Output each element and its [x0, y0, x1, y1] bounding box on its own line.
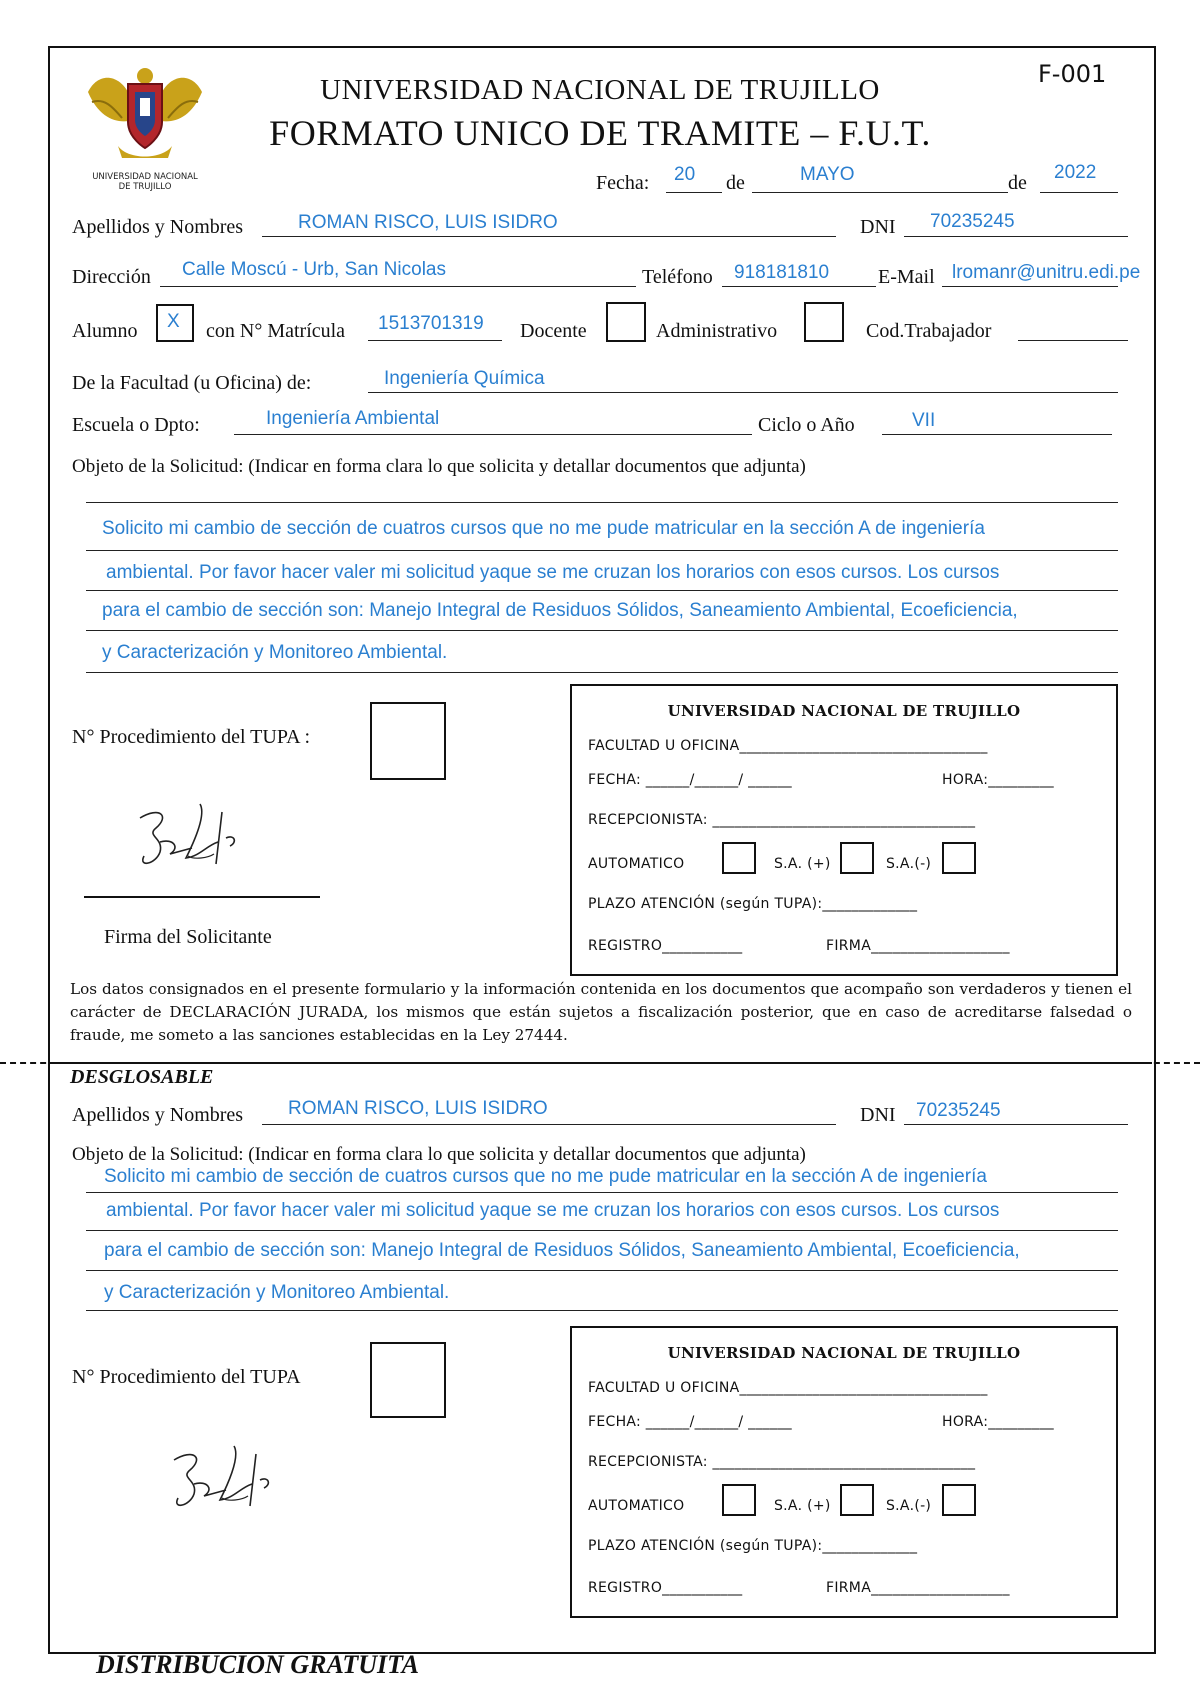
- recepcion-plazo[interactable]: PLAZO ATENCIÓN (según TUPA):_____________: [588, 896, 918, 912]
- desg-recepcion-facultad[interactable]: FACULTAD U OFICINA__________________________________: [588, 1380, 988, 1396]
- desg-tupa-label: N° Procedimiento del TUPA: [72, 1366, 301, 1388]
- desg-sa-plus-label: S.A. (+): [774, 1498, 831, 1514]
- desg-objeto-line-1[interactable]: Solicito mi cambio de sección de cuatros cursos que no me pude matricular en la sección A de ingeniería: [104, 1166, 987, 1187]
- desg-automatico-checkbox[interactable]: [722, 1484, 756, 1516]
- fecha-sep1: de: [726, 172, 745, 194]
- tupa-box[interactable]: [370, 702, 446, 780]
- firma-label: Firma del Solicitante: [104, 926, 272, 948]
- tupa-label: N° Procedimiento del TUPA :: [72, 726, 310, 748]
- recepcion-box: [570, 684, 1118, 976]
- matricula-label: con N° Matrícula: [206, 320, 346, 342]
- desg-objeto-line-4[interactable]: y Caracterización y Monitoreo Ambiental.: [104, 1282, 450, 1303]
- dni-field[interactable]: 70235245: [930, 211, 1015, 232]
- telefono-label: Teléfono: [642, 266, 713, 288]
- fecha-month-field[interactable]: MAYO: [800, 164, 855, 185]
- objeto-line-2[interactable]: ambiental. Por favor hacer valer mi solicitud yaque se me cruzan los horarios con esos cursos. Los cursos: [106, 562, 1000, 583]
- desg-objeto-line-2[interactable]: ambiental. Por favor hacer valer mi solicitud yaque se me cruzan los horarios con esos cursos. Los cursos: [106, 1200, 1000, 1221]
- recepcion-recepcionista[interactable]: RECEPCIONISTA: ____________________________________: [588, 812, 976, 828]
- alumno-checkbox[interactable]: [156, 304, 194, 342]
- recepcion-fecha[interactable]: FECHA: ______/______/ ______: [588, 772, 792, 788]
- form-title: FORMATO UNICO DE TRAMITE – F.U.T.: [269, 113, 931, 153]
- desg-nombres-field[interactable]: ROMAN RISCO, LUIS ISIDRO: [288, 1098, 548, 1119]
- cod-trabajador-label: Cod.Trabajador: [866, 320, 992, 342]
- recepcion-hora[interactable]: HORA:_________: [942, 772, 1054, 788]
- nombres-label: Apellidos y Nombres: [72, 216, 244, 238]
- facultad-label: De la Facultad (u Oficina) de:: [72, 372, 312, 394]
- administrativo-checkbox[interactable]: [804, 302, 844, 342]
- desg-objeto-line-3[interactable]: para el cambio de sección son: Manejo Integral de Residuos Sólidos, Saneamiento Ambiental, Ecoeficiencia,: [104, 1240, 1020, 1261]
- telefono-field[interactable]: 918181810: [734, 262, 830, 283]
- desg-recepcion-hora[interactable]: HORA:_________: [942, 1414, 1054, 1430]
- objeto-line-3[interactable]: para el cambio de sección son: Manejo Integral de Residuos Sólidos, Saneamiento Ambiental, Ecoeficiencia,: [102, 600, 1018, 621]
- recepcion-facultad[interactable]: FACULTAD U OFICINA__________________________________: [588, 738, 988, 754]
- matricula-field[interactable]: 1513701319: [378, 313, 484, 334]
- desg-recepcion-recepcionista[interactable]: RECEPCIONISTA: ____________________________________: [588, 1454, 976, 1470]
- automatico-checkbox[interactable]: [722, 842, 756, 874]
- fecha-day-field[interactable]: 20: [674, 164, 696, 185]
- desg-recepcion-box: [570, 1326, 1118, 1618]
- objeto-label: Objeto de la Solicitud: (Indicar en forma clara lo que solicita y detallar documentos que adjunta): [72, 456, 806, 477]
- direccion-field[interactable]: Calle Moscú - Urb, San Nicolas: [182, 259, 446, 280]
- firma-line: [84, 896, 320, 898]
- desg-recepcion-fecha[interactable]: FECHA: ______/______/ ______: [588, 1414, 792, 1430]
- sa-plus-checkbox[interactable]: [840, 842, 874, 874]
- logo-caption-line2: DE TRUJILLO: [118, 182, 172, 192]
- signature-icon: [130, 798, 250, 880]
- docente-checkbox[interactable]: [606, 302, 646, 342]
- ciclo-field[interactable]: VII: [912, 410, 936, 431]
- desg-dni-label: DNI: [860, 1104, 896, 1126]
- fecha-label: Fecha:: [596, 172, 650, 194]
- declaracion-jurada: Los datos consignados en el presente formulario y la información contenida en los documentos que acompaño son verdaderos y tienen el carácter de DECLARACIÓN JURADA, los mismos que están sujetos a fiscalización posterior, que en caso de acreditarse falsedad o fraude, me someto a las sanciones establecidas en la Ley 27444.: [70, 980, 1132, 1044]
- form-code: F-001: [1038, 60, 1107, 88]
- email-label: E-Mail: [878, 266, 935, 288]
- direccion-label: Dirección: [72, 266, 151, 288]
- recepcion-registro[interactable]: REGISTRO___________: [588, 938, 743, 954]
- recepcion-firma[interactable]: FIRMA___________________: [826, 938, 1010, 954]
- escuela-label: Escuela o Dpto:: [72, 414, 200, 436]
- desg-recepcion-registro[interactable]: REGISTRO___________: [588, 1580, 743, 1596]
- desg-sa-plus-checkbox[interactable]: [840, 1484, 874, 1516]
- escuela-field[interactable]: Ingeniería Ambiental: [266, 408, 440, 429]
- desg-sa-minus-label: S.A.(-): [886, 1498, 932, 1514]
- recepcion-sa-plus-label: S.A. (+): [774, 856, 831, 872]
- distribucion-gratuita: DISTRIBUCION GRATUITA: [96, 1650, 419, 1679]
- alumno-label: Alumno: [72, 320, 138, 342]
- sa-minus-checkbox[interactable]: [942, 842, 976, 874]
- ciclo-label: Ciclo o Año: [758, 414, 855, 436]
- recepcion-title: UNIVERSIDAD NACIONAL DE TRUJILLO: [667, 702, 1021, 720]
- desg-dni-field[interactable]: 70235245: [916, 1100, 1001, 1121]
- cod-trabajador-field[interactable]: [1018, 340, 1128, 341]
- desg-recepcion-title: UNIVERSIDAD NACIONAL DE TRUJILLO: [667, 1344, 1021, 1362]
- desg-signature-icon: [164, 1440, 284, 1522]
- fecha-year-field[interactable]: 2022: [1054, 162, 1097, 183]
- desg-recepcion-firma[interactable]: FIRMA___________________: [826, 1580, 1010, 1596]
- objeto-line-4[interactable]: y Caracterización y Monitoreo Ambiental.: [102, 642, 448, 663]
- desg-tupa-box[interactable]: [370, 1342, 446, 1418]
- desg-nombres-label: Apellidos y Nombres: [72, 1104, 244, 1126]
- recepcion-sa-minus-label: S.A.(-): [886, 856, 932, 872]
- administrativo-label: Administrativo: [656, 320, 778, 342]
- university-name: UNIVERSIDAD NACIONAL DE TRUJILLO: [320, 74, 880, 106]
- nombres-field[interactable]: ROMAN RISCO, LUIS ISIDRO: [298, 212, 558, 233]
- desglosable-heading: DESGLOSABLE: [70, 1066, 214, 1088]
- logo-caption-line1: UNIVERSIDAD NACIONAL: [92, 172, 198, 182]
- desg-objeto-label: Objeto de la Solicitud: (Indicar en forma clara lo que solicita y detallar documentos que adjunta): [72, 1144, 806, 1165]
- facultad-field[interactable]: Ingeniería Química: [384, 368, 545, 389]
- desg-recepcion-plazo[interactable]: PLAZO ATENCIÓN (según TUPA):_____________: [588, 1538, 918, 1554]
- objeto-line-1[interactable]: Solicito mi cambio de sección de cuatros cursos que no me pude matricular en la sección A de ingeniería: [102, 518, 985, 539]
- alumno-mark: X: [167, 311, 180, 332]
- dni-label: DNI: [860, 216, 896, 238]
- recepcion-automatico-label: AUTOMATICO: [588, 856, 685, 872]
- email-field[interactable]: lromanr@unitru.edi.pe: [952, 262, 1141, 283]
- docente-label: Docente: [520, 320, 587, 342]
- fecha-sep2: de: [1008, 172, 1027, 194]
- desg-sa-minus-checkbox[interactable]: [942, 1484, 976, 1516]
- desg-automatico-label: AUTOMATICO: [588, 1498, 685, 1514]
